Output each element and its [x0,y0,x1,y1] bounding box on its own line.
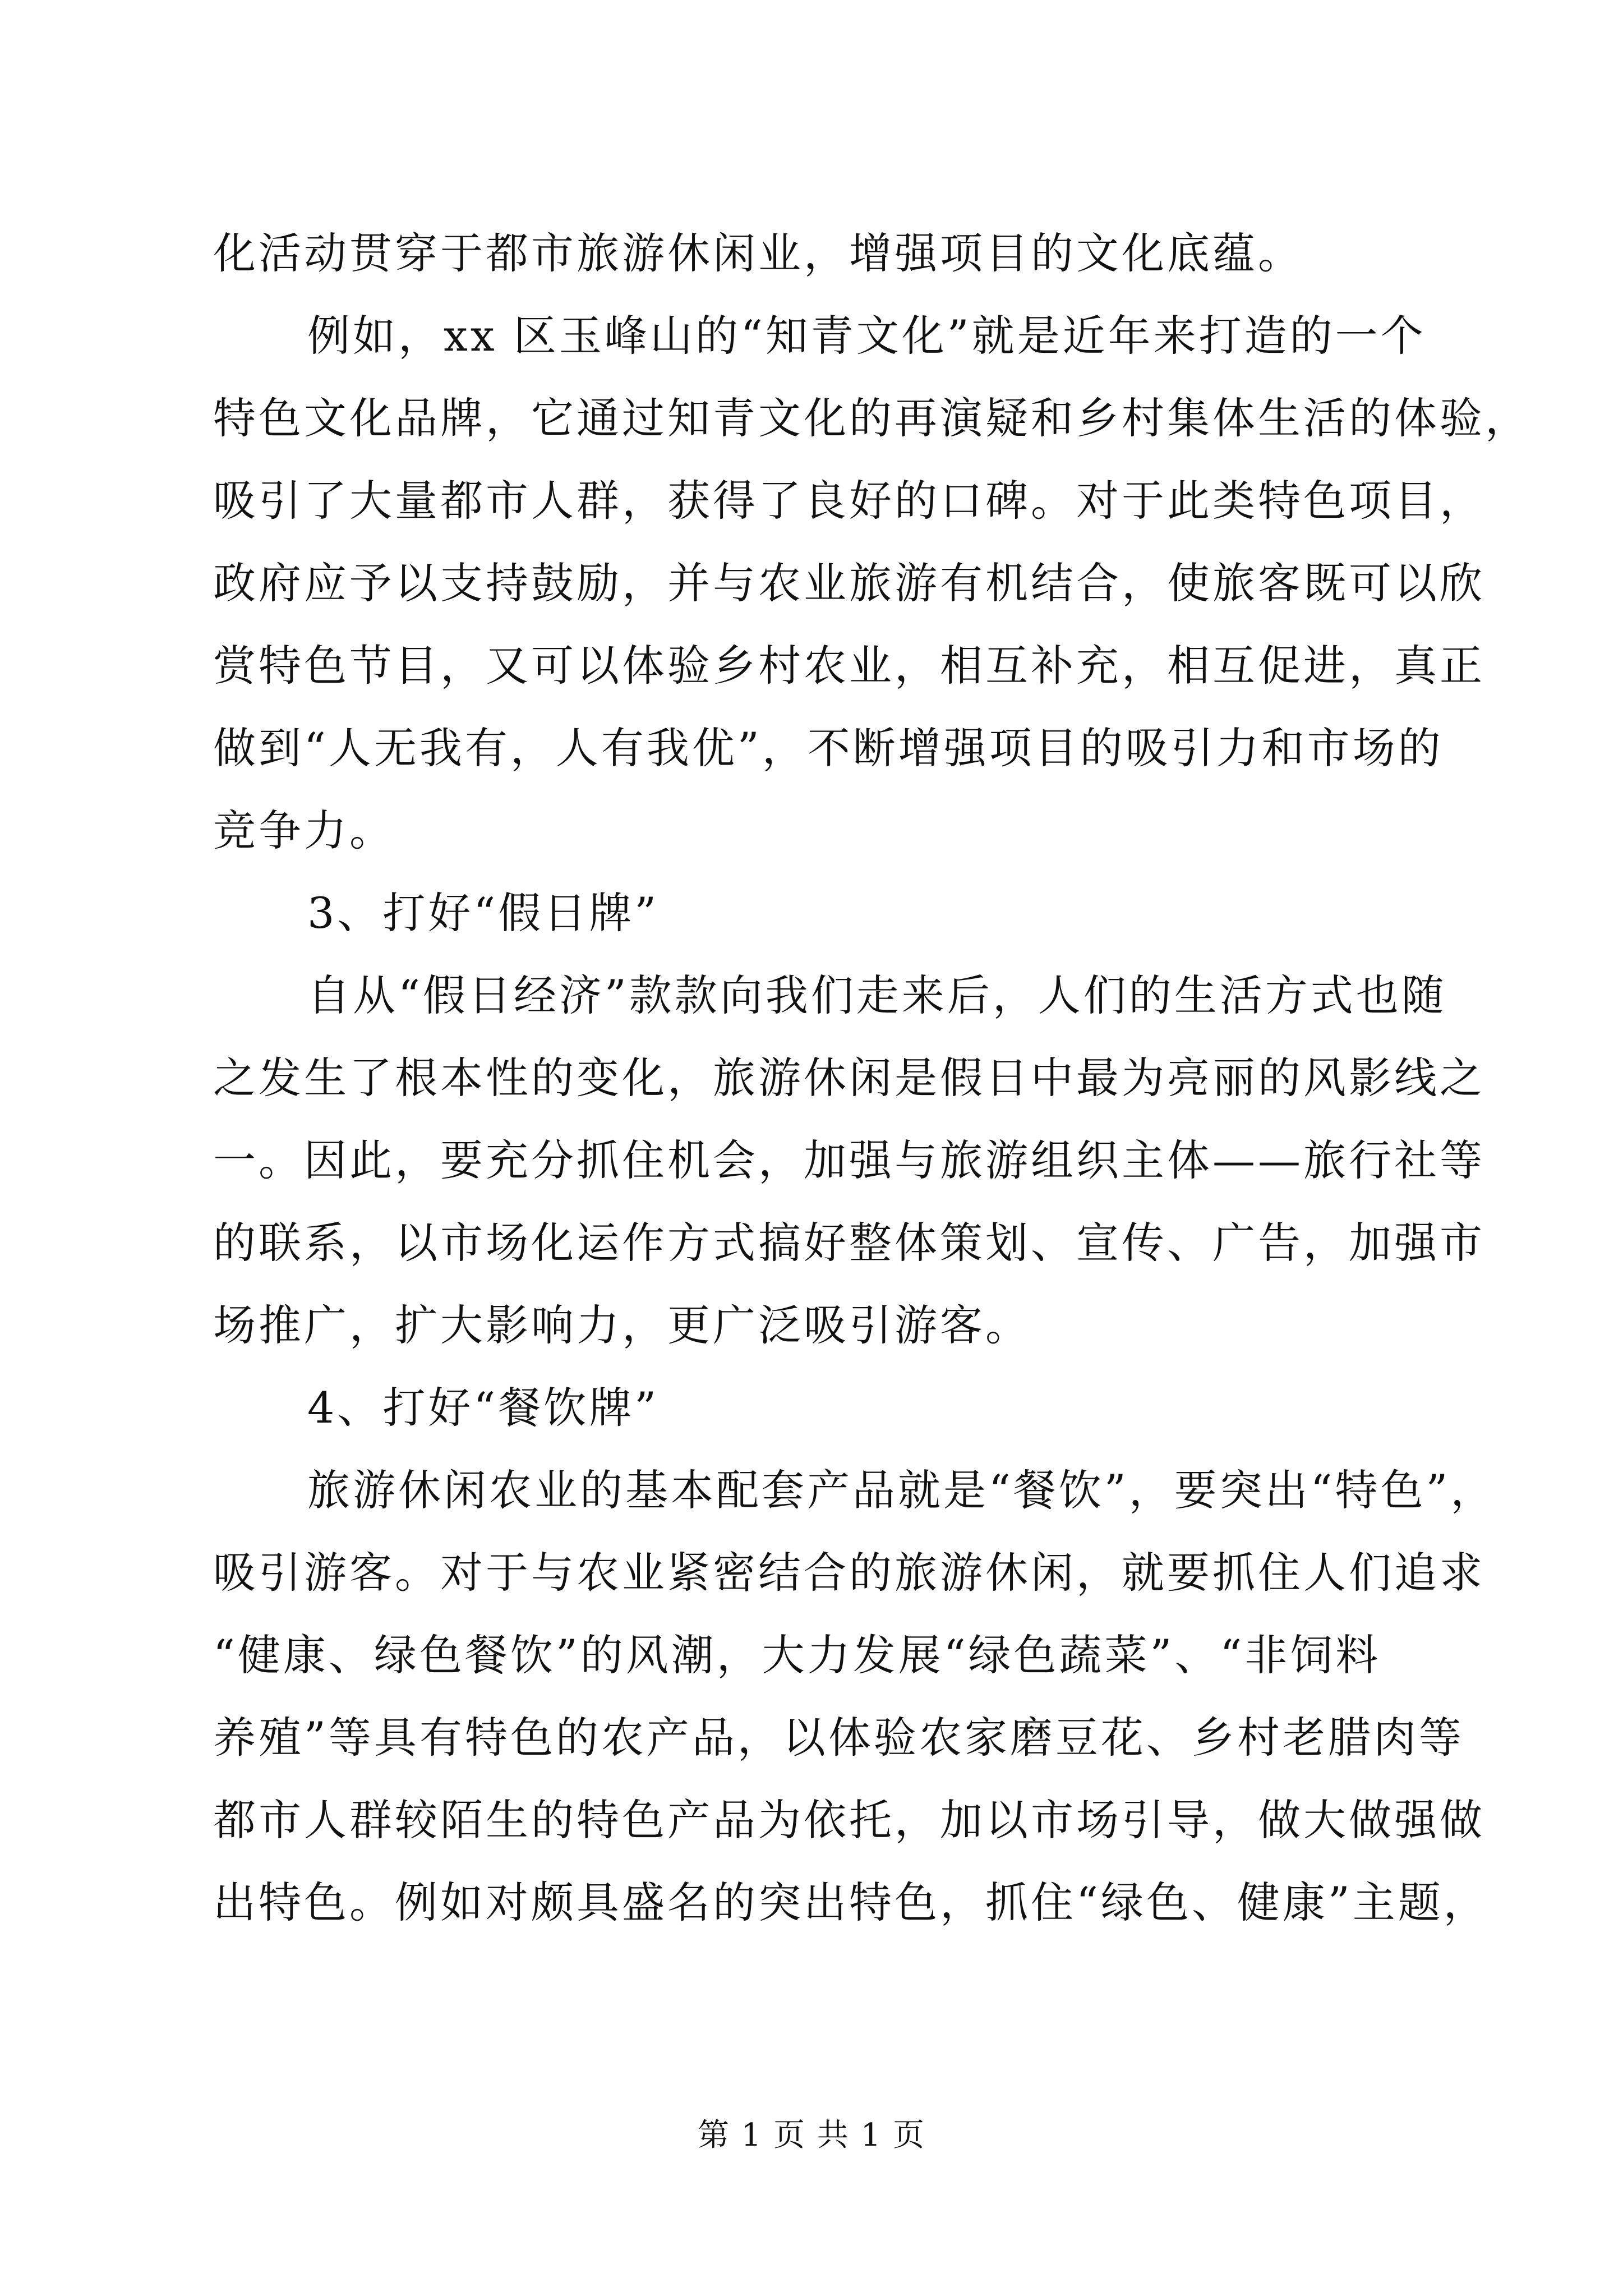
text-line: 特色文化品牌，它通过知青文化的再演疑和乡村集体生活的体验， [213,393,1530,443]
text-line: 政府应予以支持鼓励，并与农业旅游有机结合，使旅客既可以欣 [213,558,1485,608]
text-line: 之发生了根本性的变化，旅游休闲是假日中最为亮丽的风影线之 [213,1053,1485,1103]
text-line: 例如，xx 区玉峰山的“知青文化”就是近年来打造的一个 [307,311,1426,361]
text-line: 赏特色节目，又可以体验乡村农业，相互补充，相互促进，真正 [213,641,1485,691]
text-line: 出特色。例如对颇具盛名的突出特色，抓住“绿色、健康”主题， [213,1878,1489,1927]
page-footer: 第 1 页 共 1 页 [697,2117,926,2154]
section-heading: 3、打好“假日牌” [307,888,660,938]
body-text [213,212,1530,1944]
text-line: 竞争力。 [213,806,395,855]
text-line: 自从“假日经济”款款向我们走来后，人们的生活方式也随 [307,970,1447,1020]
text-line: “健康、绿色餐饮”的风潮，大力发展“绿色蔬菜”、“非饲料 [213,1630,1381,1680]
text-line: 做到“人无我有，人有我优”，不断增强项目的吸引力和市场的 [213,723,1444,773]
text-line: 化活动贯穿于都市旅游休闲业，增强项目的文化底蕴。 [213,228,1303,278]
text-line: 吸引游客。对于与农业紧密结合的旅游休闲，就要抓住人们追求 [213,1548,1485,1598]
text-line: 养殖”等具有特色的农产品，以体验农家磨豆花、乡村老腊肉等 [213,1713,1464,1763]
text-line: 一。因此，要充分抓住机会，加强与旅游组织主体——旅行社等 [213,1135,1485,1185]
text-line: 旅游休闲农业的基本配套产品就是“餐饮”，要突出“特色”， [307,1465,1496,1515]
section-heading: 4、打好“餐饮牌” [307,1383,660,1433]
text-line: 都市人群较陌生的特色产品为依托，加以市场引导，做大做强做 [213,1795,1485,1845]
text-line: 吸引了大量都市人群，获得了良好的口碑。对于此类特色项目， [213,476,1485,526]
text-line: 的联系，以市场化运作方式搞好整体策划、宣传、广告，加强市 [213,1218,1485,1268]
text-line: 场推广，扩大影响力，更广泛吸引游客。 [213,1300,1031,1350]
